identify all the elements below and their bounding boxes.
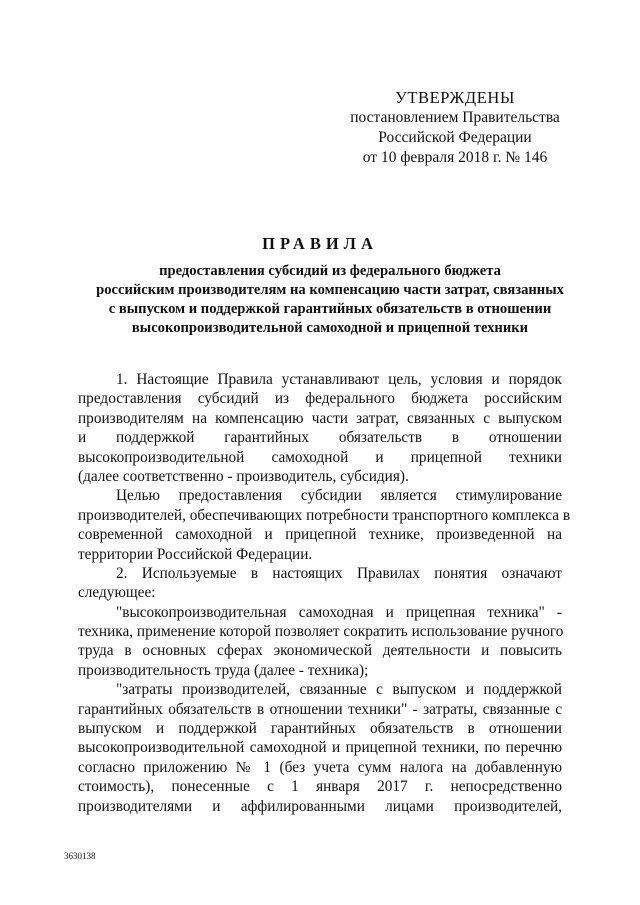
- document-body: [78, 370, 571, 816]
- body-line: (далее соответственно - производитель, субсидия).: [78, 467, 409, 485]
- approval-heading: УТВЕРЖДЕНЫ: [395, 88, 515, 107]
- body-line: производителями и аффилированными лицами производителей,: [78, 797, 562, 815]
- body-line: современной самоходной и прицепной технике, произведенной на: [78, 526, 562, 544]
- body-line: стоимость), понесенные с 1 января 2017 г. непосредственно: [78, 778, 562, 796]
- body-line: техника, применение которой позволяет сократить использование ручного: [78, 623, 564, 641]
- body-line: территории Российской Федерации.: [78, 545, 313, 563]
- body-line: производителей, обеспечивающих потребности транспортного комплекса в: [78, 506, 571, 524]
- subtitle-line: предоставления субсидий из федерального бюджета: [159, 263, 501, 279]
- approval-line: постановлением Правительства: [350, 109, 560, 126]
- body-line: выпуском и поддержкой гарантийных обязательств в отношении: [78, 720, 562, 738]
- body-line: "затраты производителей, связанные с выпуском и поддержкой: [116, 681, 562, 699]
- approval-block: [330, 88, 580, 168]
- body-line: следующее:: [78, 584, 156, 602]
- body-line: согласно приложению № 1 (без учета сумм налога на добавленную: [78, 758, 562, 776]
- body-line: предоставления субсидий из федерального бюджета российским: [78, 390, 562, 408]
- approval-line: от 10 февраля 2018 г. № 146: [362, 149, 548, 166]
- subtitle-line: высокопроизводительной самоходной и прицепной техники: [131, 320, 529, 336]
- body-line: 1. Настоящие Правила устанавливают цель, условия и порядок: [116, 371, 562, 388]
- body-line: 2. Используемые в настоящих Правилах понятия означают: [116, 564, 562, 582]
- body-line: труда в основных сферах экономической деятельности и повысить: [78, 642, 562, 660]
- body-line: производителям на компенсацию части затрат, связанных с выпуском: [78, 409, 562, 427]
- body-line: высокопроизводительной самоходной и прицепной техники: [78, 448, 562, 466]
- body-line: "высокопроизводительная самоходная и прицепная техника" -: [116, 603, 562, 621]
- subtitle-line: с выпуском и поддержкой гарантийных обязательств в отношении: [108, 301, 552, 317]
- body-line: Целью предоставления субсидии является стимулирование: [116, 487, 562, 505]
- document-title: ПРАВИЛА: [262, 234, 378, 253]
- body-line: и поддержкой гарантийных обязательств в отношении: [78, 429, 562, 447]
- document-subtitle: [60, 262, 600, 338]
- approval-line: Российской Федерации: [378, 129, 532, 146]
- subtitle-line: российским производителям на компенсацию части затрат, связанных: [96, 282, 564, 298]
- body-line: высокопроизводительной самоходной и прицепной техники, по перечню: [78, 739, 562, 757]
- document-code: 3630138: [64, 851, 96, 861]
- body-line: гарантийных обязательств в отношении техники" - затраты, связанные с: [78, 700, 562, 718]
- body-line: производительность труда (далее - техника);: [78, 661, 369, 679]
